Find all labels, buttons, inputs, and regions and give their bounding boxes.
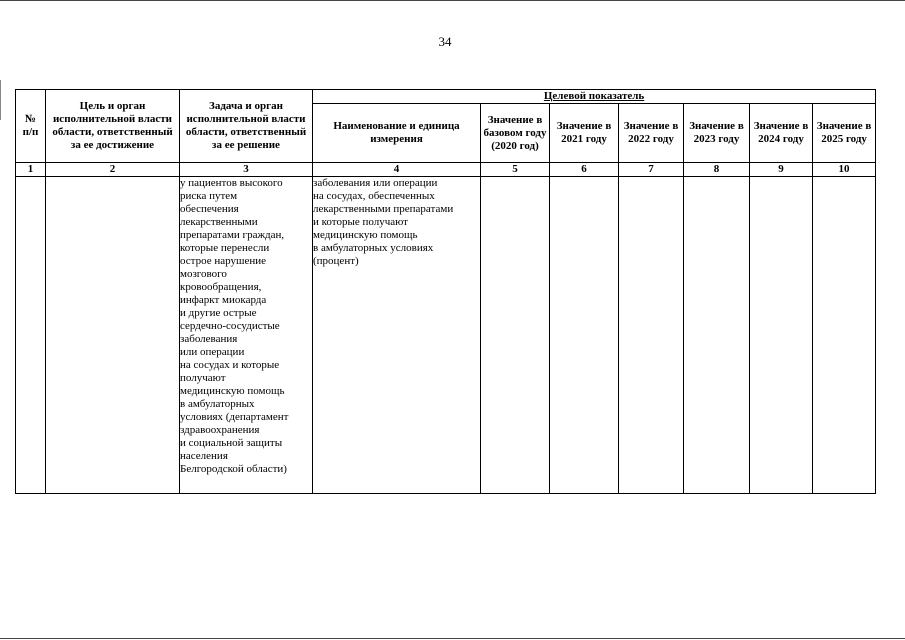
bottom-scan-edge (0, 638, 905, 639)
header-target-indicator: Целевой показатель (313, 90, 876, 104)
column-number: 9 (750, 163, 813, 177)
header-2021: Значение в 2021 году (550, 104, 619, 163)
top-scan-edge (0, 0, 905, 1)
column-number-row (16, 163, 876, 177)
column-number: 3 (180, 163, 313, 177)
header-indicator-name: Наименование и единица измерения (313, 104, 481, 163)
cell-task: у пациентов высокого риска путем обеспечения лекарственными препаратами граждан, которые перенесли острое нарушение мозгового кровообращения, инфаркт миокарда и другие острые сердечно-сосудистые заболевания или операции на сосудах и которые получают медицинскую помощь в амбулаторных условиях (департамент здравоохранения и социальной защиты населения Белгородской области) (180, 177, 313, 494)
header-2022: Значение в 2022 году (619, 104, 684, 163)
column-number: 1 (16, 163, 46, 177)
column-number: 8 (684, 163, 750, 177)
page-number: 34 (438, 34, 452, 49)
target-indicators-table (15, 89, 876, 494)
header-2025: Значение в 2025 году (813, 104, 876, 163)
cell-indicator-name: заболевания или операции на сосудах, обеспеченных лекарственными препаратами и которые получают медицинскую помощь в амбулаторных условиях (процент) (313, 177, 481, 494)
column-number: 4 (313, 163, 481, 177)
header-2023: Значение в 2023 году (684, 104, 750, 163)
column-number: 5 (481, 163, 550, 177)
header-2024: Значение в 2024 году (750, 104, 813, 163)
header-task: Задача и орган исполнительной власти области, ответственный за ее решение (180, 90, 313, 163)
column-number: 10 (813, 163, 876, 177)
column-number: 2 (46, 163, 180, 177)
cell-base-year-value (481, 177, 550, 494)
column-number: 6 (550, 163, 619, 177)
table-row (16, 177, 876, 494)
cell-goal (46, 177, 180, 494)
header-number: № п/п (16, 90, 46, 163)
cell-2021-value (550, 177, 619, 494)
cell-2025-value (813, 177, 876, 494)
column-number: 7 (619, 163, 684, 177)
cell-2023-value (684, 177, 750, 494)
cell-2024-value (750, 177, 813, 494)
header-base-year: Значение в базовом году (2020 год) (481, 104, 550, 163)
left-scan-edge (0, 80, 1, 120)
cell-2022-value (619, 177, 684, 494)
cell-number (16, 177, 46, 494)
header-goal: Цель и орган исполнительной власти области, ответственный за ее достижение (46, 90, 180, 163)
